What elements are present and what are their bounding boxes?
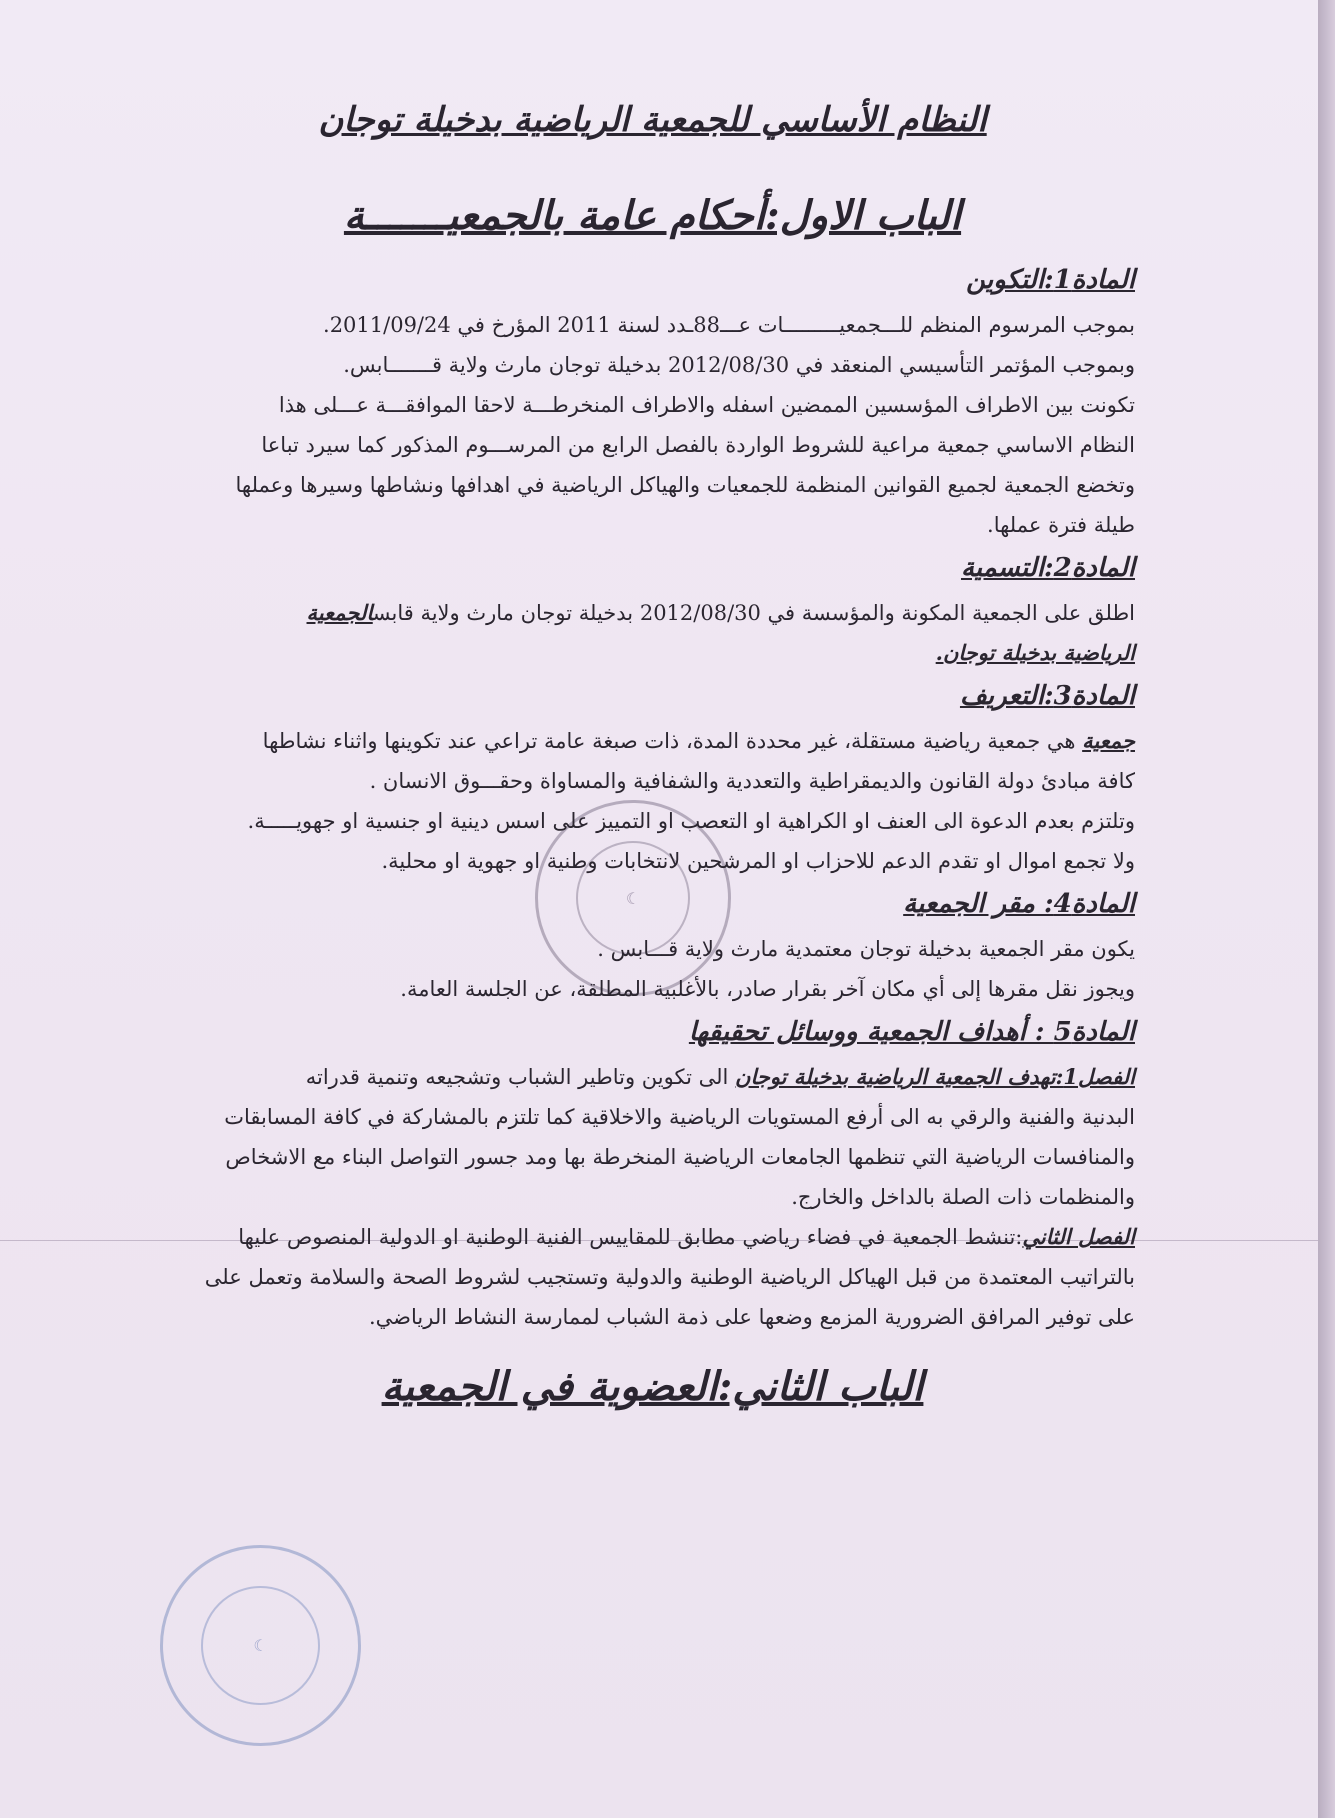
article-2-text: اطلق على الجمعية المكونة والمؤسسة في 2012/08/30 بدخيلة توجان مارث ولاية قابس [372,601,1135,625]
chapter-1-line: والمنافسات الرياضية التي تنظمها الجامعات الرياضية المنخرطة بها ومد جسور التواصل البناء مع الاشخاص [225,1145,1135,1169]
article-1-line: بموجب المرسوم المنظم للـــجمعيـــــــــات عـــ88ـدد لسنة 2011 المؤرخ في 2011/09/24. [323,313,1135,337]
article-2-line [170,593,1135,633]
article-1-heading: المادة1:التكوين [966,265,1135,295]
article-2-line [170,633,1135,673]
stamp-emblem-icon: ☾ [201,1586,320,1705]
article-3-text: هي جمعية رياضية مستقلة، غير محددة المدة، ذات صبغة عامة تراعي عند تكوينها واثناء نشاطها [262,729,1076,753]
document-body [170,100,1135,1436]
chapter-1-subject: :تهدف الجمعية الرياضية بدخيلة توجان [735,1064,1064,1089]
article-2-heading: المادة2:التسمية [960,553,1135,583]
chapter-2-line: بالتراتيب المعتمدة من قبل الهياكل الرياضية الوطنية والدولية وتستجيب لشروط الصحة والسلامة وتعمل على [204,1265,1135,1289]
article-1-line: وبموجب المؤتمر التأسيسي المنعقد في 2012/08/30 بدخيلة توجان مارث ولاية قـــــــابس. [343,353,1135,377]
article-3-line: كافة مبادئ دولة القانون والديمقراطية والتعددية والشفافية والمساواة وحقـــوق الانسان . [369,769,1135,793]
chapter-1-line: والمنظمات ذات الصلة بالداخل والخارج. [791,1185,1135,1209]
chapter-1-label: الفصل1 [1063,1064,1135,1089]
article-5-chapter-2 [170,1217,1135,1257]
article-1-line: وتخضع الجمعية لجميع القوانين المنظمة للجمعيات والهياكل الرياضية في اهدافها ونشاطها وسيرها وعملها [235,473,1135,497]
section-title-2: الباب الثاني:العضوية في الجمعية [381,1363,924,1410]
chapter-2-line: على توفير المرافق الضرورية المزمع وضعها على ذمة الشباب لممارسة النشاط الرياضي. [369,1305,1135,1329]
article-5-chapter-1 [170,1057,1135,1097]
article-1-line: النظام الاساسي جمعية مراعية للشروط الواردة بالفصل الرابع من المرســـوم المذكور كما سيرد تباعا [261,433,1135,457]
article-3-heading: المادة3:التعريف [959,681,1135,711]
chapter-2-label: الفصل الثاني [1022,1224,1135,1249]
stamp-emblem-icon: ☾ [576,841,690,955]
official-stamp-left [160,1545,361,1746]
page-edge [1318,0,1335,1818]
article-5-heading: المادة5 : أهداف الجمعية ووسائل تحقيقها [688,1017,1135,1047]
article-4-line: ويجوز نقل مقرها إلى أي مكان آخر بقرار صادر، بالأغلبية المطلقة، عن الجلسة العامة. [400,977,1135,1001]
article-3-line: ولا تجمع اموال او تقدم الدعم للاحزاب او المرشحين لانتخابات وطنية او جهوية او محلية. [381,849,1135,873]
document-title: النظام الأساسي للجمعية الرياضية بدخيلة توجان [318,100,987,140]
article-2-name-end: الرياضية بدخيلة توجان. [935,640,1135,665]
article-1-line: تكونت بين الاطراف المؤسسين الممضين اسفله والاطراف المنخرطـــة لاحقا الموافقـــة عـــلى هذا [278,393,1135,417]
article-3-line: وتلتزم بعدم الدعوة الى العنف او الكراهية او التعصب او التمييز على اسس دينية او جنسية او جهويـــــة. [247,809,1135,833]
chapter-2-text: :تنشط الجمعية في فضاء رياضي مطابق للمقاييس الفنية الوطنية او الدولية المنصوص عليها [238,1225,1023,1249]
article-3-lead: جمعية [1082,728,1135,753]
chapter-1-text: الى تكوين وتاطير الشباب وتشجيعه وتنمية قدراته [305,1065,729,1089]
article-4-heading: المادة4: مقر الجمعية [903,889,1135,919]
article-2-name-start: الجمعية [306,600,373,625]
article-4-line: يكون مقر الجمعية بدخيلة توجان معتمدية مارث ولاية قـــابس . [597,937,1135,961]
chapter-1-line: البدنية والفنية والرقي به الى أرفع المستويات الرياضية والاخلاقية كما تلتزم بالمشاركة في كافة المسابقات [224,1105,1135,1129]
section-title-1: الباب الاول:أحكام عامة بالجمعيـــــــة [343,192,962,239]
article-1-line: طيلة فترة عملها. [987,513,1135,537]
article-3-line [170,721,1135,761]
